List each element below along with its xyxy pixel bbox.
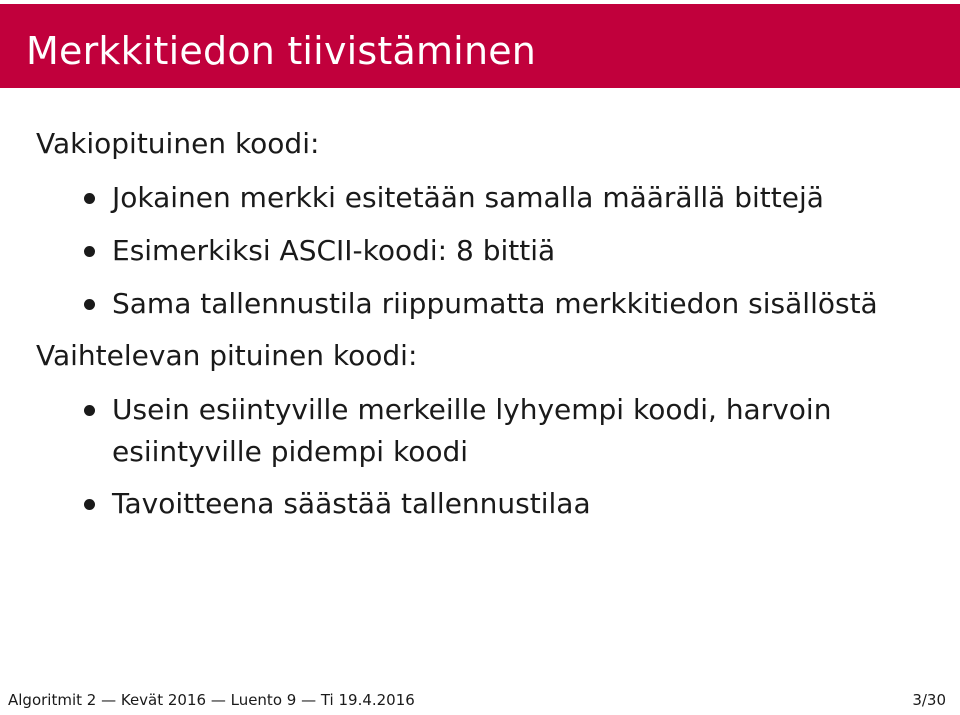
slide-title: Merkkitiedon tiivistäminen: [26, 29, 537, 73]
slide-title-bar: [0, 4, 960, 88]
bullet-icon: [84, 299, 95, 310]
bullet-item: Sama tallennustila riippumatta merkkitiedon sisällöstä: [112, 287, 878, 320]
section-heading-variable-length: Vaihtelevan pituinen koodi:: [36, 339, 418, 372]
bullet-item: Esimerkiksi ASCII-koodi: 8 bittiä: [112, 234, 556, 267]
footer-page-number: 3/30: [912, 691, 946, 709]
bullet-icon: [84, 499, 95, 510]
bullet-icon: [84, 193, 95, 204]
bullet-icon: [84, 246, 95, 257]
bullet-item: Jokainen merkki esitetään samalla määrällä bittejä: [112, 181, 824, 214]
bullet-icon: [84, 405, 95, 416]
bullet-item: Tavoitteena säästää tallennustilaa: [112, 487, 591, 520]
footer-course-info: Algoritmit 2 — Kevät 2016 — Luento 9 — Ti 19.4.2016: [8, 691, 415, 709]
bullet-item-line-2: esiintyville pidempi koodi: [112, 435, 469, 468]
bullet-item-line-1: Usein esiintyville merkeille lyhyempi koodi, harvoin: [112, 393, 832, 426]
slide-footer: [0, 685, 960, 715]
section-heading-fixed-length: Vakiopituinen koodi:: [36, 127, 320, 160]
